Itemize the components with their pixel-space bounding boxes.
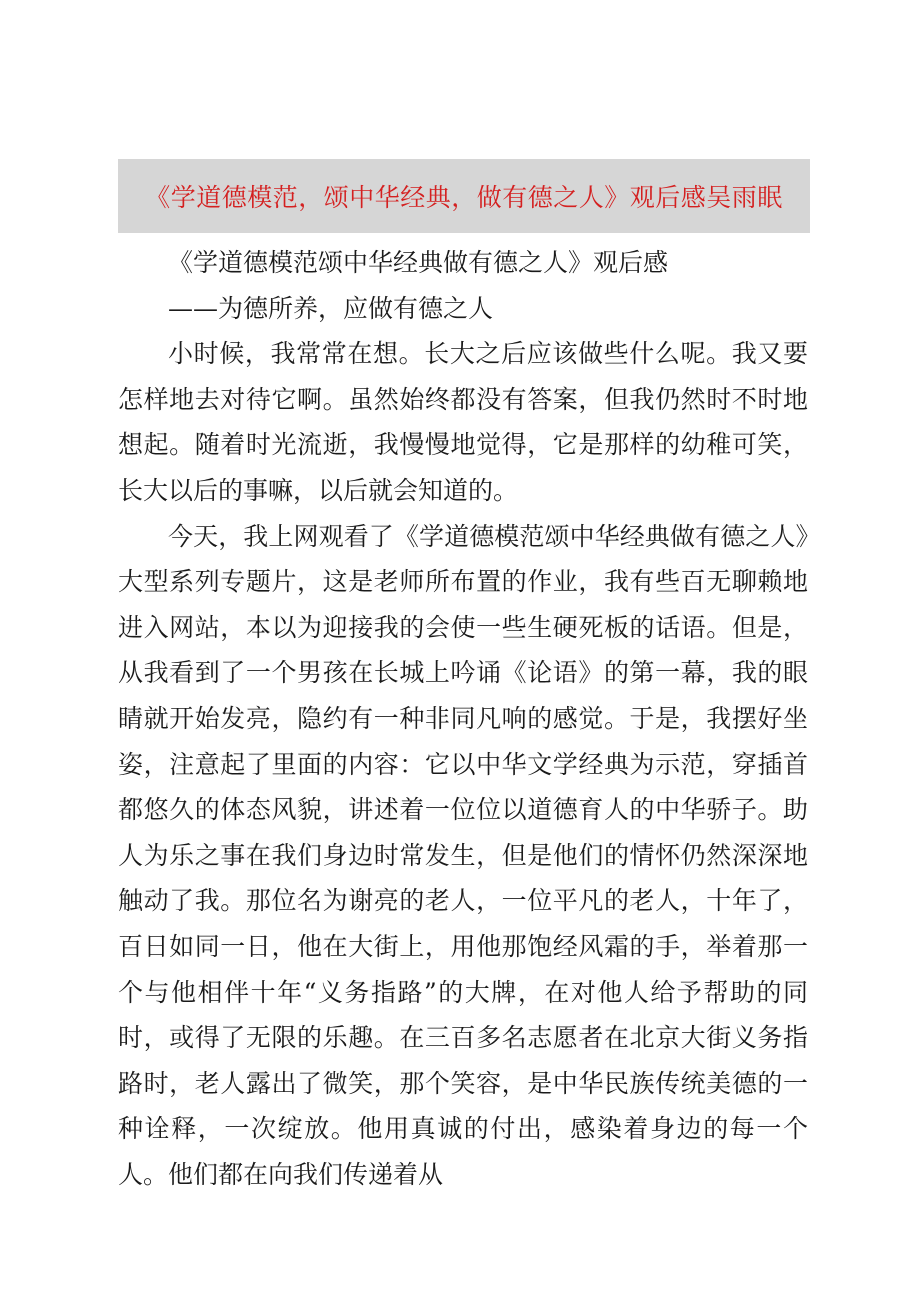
document-title: 《学道德模范，颂中华经典，做有德之人》观后感吴雨眠 — [145, 183, 783, 212]
title-banner — [118, 159, 810, 233]
document-body — [118, 240, 808, 1197]
paragraph-1: 小时候，我常常在想。长大之后应该做些什么呢。我又要怎样地去对待它啊。虽然始终都没有答案，但我仍然时不时地想起。随着时光流逝，我慢慢地觉得，它是那样的幼稚可笑，长大以后的事嘛，以后就会知道的。 — [118, 339, 808, 505]
article-heading: 《学道德模范颂中华经典做有德之人》观后感 — [168, 248, 669, 277]
article-subheading: ——为德所养，应做有德之人 — [168, 293, 494, 323]
paragraph-2: 今天，我上网观看了《学道德模范颂中华经典做有德之人》大型系列专题片，这是老师所布置的作业，我有些百无聊赖地进入网站，本以为迎接我的会使一些生硬死板的话语。但是，从我看到了一个男孩在长城上吟诵《论语》的第一幕，我的眼睛就开始发亮，隐约有一种非同凡响的感觉。于是，我摆好坐姿，注意起了里面的内容：它以中华文学经典为示范，穿插首都悠久的体态风貌，讲述着一位位以道德育人的中华骄子。助人为乐之事在我们身边时常发生，但是他们的情怀仍然深深地触动了我。那位名为谢亮的老人，一位平凡的老人，十年了，百日如同一日，他在大街上，用他那饱经风霜的手，举着那一个与他相伴十年“义务指路”的大牌，在对他人给予帮助的同时，或得了无限的乐趣。在三百多名志愿者在北京大街义务指路时，老人露出了微笑，那个笑容，是中华民族传统美德的一种诠释，一次绽放。他用真诚的付出，感染着身边的每一个人。他们都在向我们传递着从 — [118, 521, 808, 1189]
